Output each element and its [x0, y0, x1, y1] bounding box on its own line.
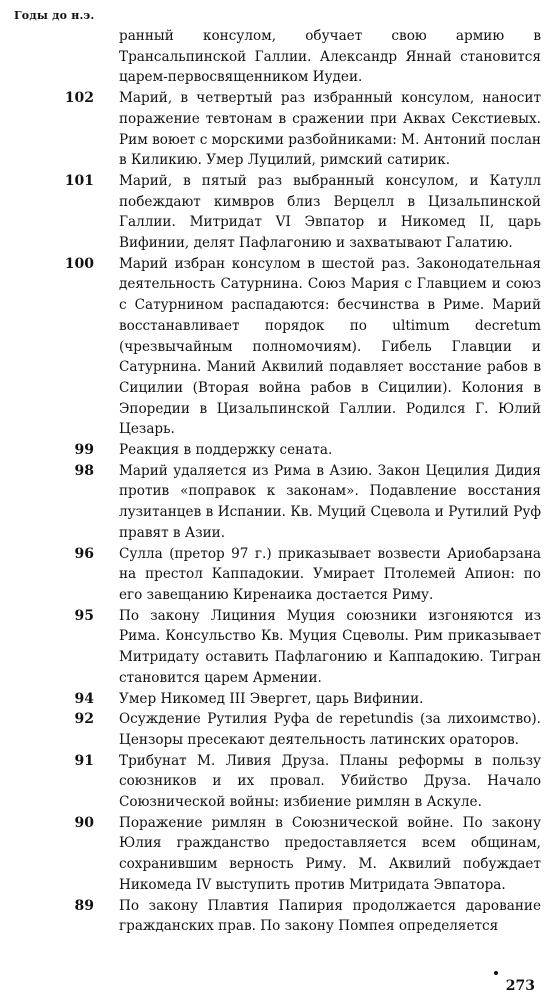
chronology-entry — [0, 606, 555, 689]
entry-year: 99 — [74, 442, 94, 459]
entry-year: 94 — [74, 690, 94, 707]
entry-text: Осуждение Рутилия Руфа de repetundis (за лихоимство). Цензоры пресекают деятельность латинских ораторов. — [119, 711, 541, 748]
entry-text: Марий избран консулом в шестой раз. Законодательная деятельность Сатурнина. Союз Мария с Главцием и союз с Сатурнином распадаются: бесчинства в Риме. Марий восстанавливает порядок по ultimum decretum (чрезвычайным полномочиям). Гибель Главции и Сатурнина. Маний Аквилий подавляет восстание рабов в Сицилии (Вторая война рабов в Сицилии). Колония в Эпоредии в Цизальпинской Галлии. Родился Г. Юлий Цезарь. — [119, 255, 541, 438]
entry-text: Трибунат М. Ливия Друза. Планы реформы в пользу союзников и их провал. Убийство Друза. Начало Союзнической войны: избиение римлян в Аскуле. — [119, 752, 541, 811]
entry-text: По закону Плавтия Папирия продолжается дарование гражданских прав. По закону Помпея определяется — [119, 897, 541, 935]
entry-year: 100 — [64, 255, 94, 272]
print-mark — [494, 971, 498, 975]
entry-text: ранный консулом, обучает свою армию в Трансальпинской Галлии. Александр Яннай становится царем-первосвященником Иудеи. — [119, 28, 541, 86]
running-header: Годы до н.э. — [14, 9, 95, 22]
entry-text: Марий, в пятый раз выбранный консулом, и Катулл побеждают кимвров близ Верцелл в Цизальпинской Галлии. Митридат VI Эвпатор и Никомед II, царь Вифинии, делят Пафлагонию и захватывают Галатию. — [119, 172, 541, 252]
entry-text: Умер Никомед III Эвергет, царь Вифинии. — [119, 690, 424, 707]
entry-text: Поражение римлян в Союзнической войне. По закону Юлия гражданство предоставляется всем общинам, сохранившим верность Риму. М. Аквилий побуждает Никомеда IV выступить против Митридата Эвпатора. — [119, 814, 541, 893]
chronology-entry — [0, 171, 555, 254]
entry-text: Сулла (претор 97 г.) приказывает возвести Ариобарзана на престол Каппадокии. Умирает Птолемей Апион: по его завещанию Киренаика достается Риму. — [119, 545, 541, 603]
entry-text: По закону Лициния Муция союзники изгоняются из Рима. Консульство Кв. Муция Сцеволы. Рим приказывает Митридату оставить Пафлагонию и Каппадокию. Тигран становится царем Армении. — [119, 607, 541, 686]
page-number: 273 — [505, 978, 535, 994]
entry-year: 90 — [74, 814, 94, 831]
entry-year: 98 — [74, 462, 94, 479]
entry-text: Реакция в поддержку сената. — [119, 442, 333, 459]
entry-year: 96 — [74, 545, 94, 562]
entry-text: Марий, в четвертый раз избранный консулом, наносит поражение тевтонам в сражении при Акваx Секстиевых. Рим воюет с морскими разбойниками: М. Антоний послан в Киликию. Умер Луцилий, римский сатирик. — [119, 90, 541, 169]
chronology-entry — [0, 689, 555, 710]
chronology-entry — [0, 896, 555, 937]
entry-year: 102 — [64, 90, 94, 107]
chronology-entry — [0, 440, 555, 461]
entry-year: 91 — [74, 752, 94, 769]
entry-year: 101 — [64, 172, 94, 189]
entry-year: 89 — [74, 897, 94, 914]
entry-year: 92 — [74, 711, 94, 728]
entry-year: 95 — [74, 607, 94, 624]
chronology-entry — [0, 254, 555, 440]
chronology-list — [0, 26, 555, 937]
chronology-entry — [0, 813, 555, 896]
chronology-entry — [0, 88, 555, 171]
chronology-entry — [0, 751, 555, 813]
chronology-entry — [0, 709, 555, 750]
chronology-entry — [0, 26, 555, 88]
chronology-entry — [0, 544, 555, 606]
chronology-entry — [0, 461, 555, 544]
entry-text: Марий удаляется из Рима в Азию. Закон Цецилия Дидия против «поправок к законам». Подавление восстания лузитанцев в Испании. Кв. Муций Сцевола и Рутилий Руф правят в Азии. — [119, 462, 541, 541]
